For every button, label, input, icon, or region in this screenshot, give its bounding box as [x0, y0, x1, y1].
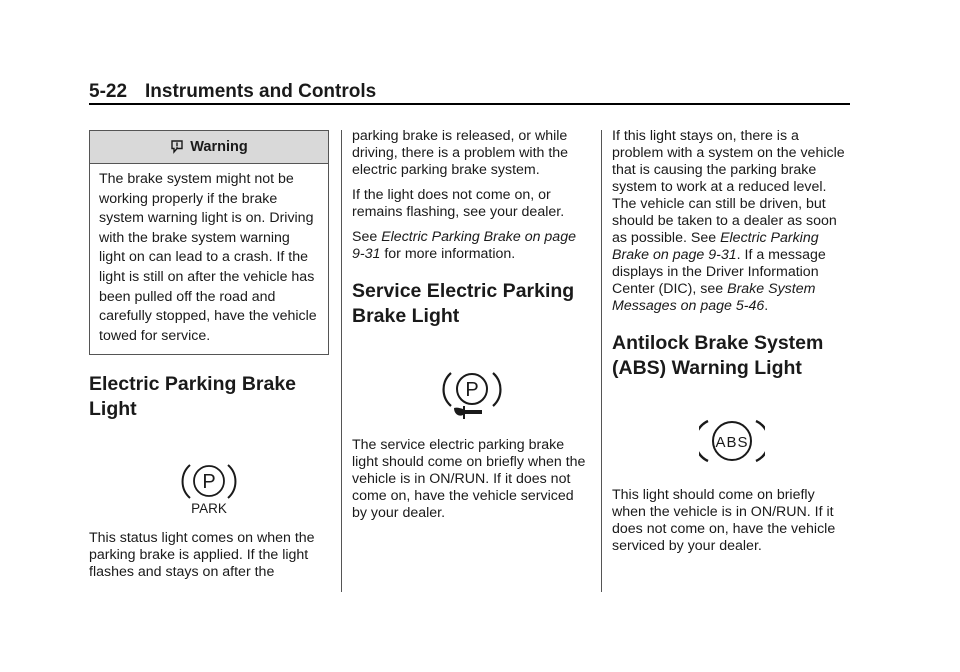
park-icon-letter: P — [202, 471, 216, 494]
abs-paragraph-1: This light should come on briefly when the vehicle is in ON/RUN. If it does not come on, have the vehicle serviced by your dealer. — [612, 487, 836, 554]
warning-text: The brake system might not be working properly if the brake system warning light is on. Driving with the brake system warning light on can lead to a crash. If the light is still on after the vehicle has been pulled off the road and carefully stopped, have the vehicle towed for service. — [99, 171, 317, 344]
park-icon-label: PARK — [191, 501, 227, 517]
service-icon-letter: P — [465, 379, 479, 401]
epb-paragraph-1: This status light comes on when the parking brake is applied. If the light flashes and stays on after the — [89, 530, 315, 581]
epb-see-reference — [352, 229, 592, 263]
see-suffix: for more information. — [380, 246, 516, 262]
abs-heading: Antilock Brake System (ABS) Warning Light — [612, 332, 824, 379]
service-epb-paragraph-1: The service electric parking brake light should come on briefly when the vehicle is in ON/RUN. If it does not come on, have the vehicle serviced by your dealer. — [352, 437, 586, 521]
abs-icon-text: ABS — [715, 434, 749, 451]
epb-heading: Electric Parking Brake Light — [89, 373, 297, 421]
service-park-brake-icon — [442, 365, 502, 425]
epb-page-reference: Electric Parking Brake on page 9-31 — [612, 230, 819, 263]
para2-text-a: If this light stays on, there is a problem with a system on the vehicle that is causing the parking brake system to work at a reduced level. The vehicle can still be driven, but should be taken to a dealer as soon as possible. See — [612, 128, 845, 246]
service-epb-heading: Service Electric Parking Brake Light — [352, 280, 575, 327]
column-divider — [341, 130, 342, 592]
park-brake-icon — [181, 460, 237, 516]
para2-text-b: . If a message displays in the Driver Information Center (DIC), see — [612, 247, 826, 297]
see-prefix: See — [352, 229, 382, 245]
column-1 — [89, 128, 329, 589]
section-title: Instruments and Controls — [145, 81, 377, 102]
park-icon — [89, 460, 329, 516]
epb-paragraph-1-continued: parking brake is released, or while driving, there is a problem with the electric parking brake system. — [352, 128, 569, 178]
header-rule — [89, 103, 850, 105]
warning-icon — [170, 139, 184, 155]
column-3 — [612, 128, 852, 563]
warning-title: Warning — [190, 138, 248, 155]
service-park-icon — [352, 365, 592, 425]
abs-warning-icon — [699, 417, 765, 467]
column-divider — [601, 130, 602, 592]
page-number: 5-22 — [89, 81, 128, 102]
page-header — [89, 80, 850, 104]
para2-text-c: . — [764, 298, 769, 314]
epb-page-reference: Electric Parking Brake on page 9-31 — [352, 229, 576, 262]
warning-box — [89, 130, 329, 355]
service-epb-paragraph-2 — [612, 128, 852, 315]
epb-paragraph-2: If the light does not come on, or remains flashing, see your dealer. — [352, 187, 565, 220]
warning-title-bar — [90, 131, 328, 164]
abs-icon — [612, 417, 852, 467]
brake-messages-reference: Brake System Messages on page 5-46 — [612, 281, 816, 314]
column-2 — [352, 128, 592, 530]
